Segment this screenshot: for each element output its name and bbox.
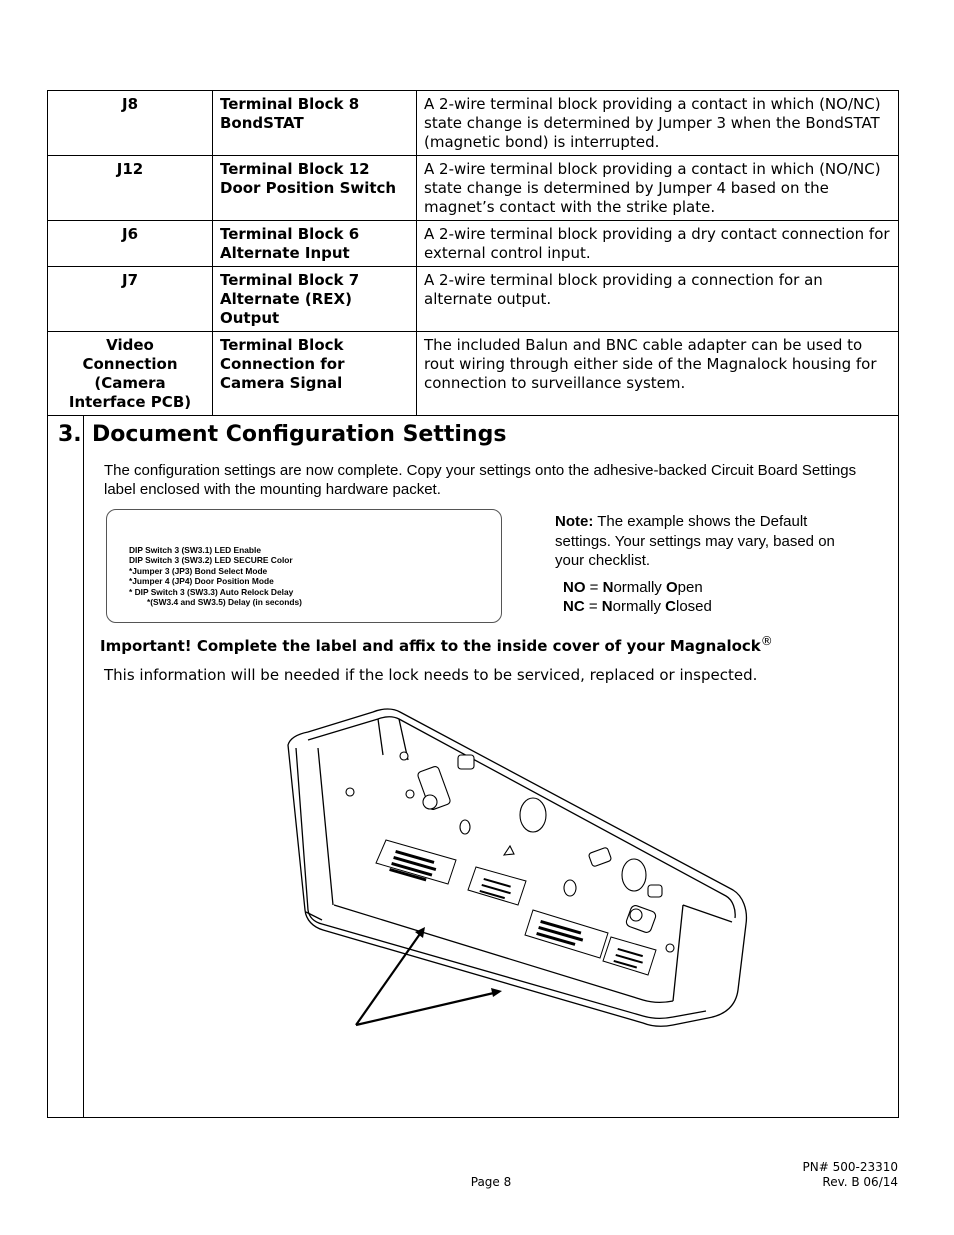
revision: Rev. B 06/14: [822, 1175, 898, 1189]
part-number: PN# 500-23310: [802, 1160, 898, 1174]
section-title: Document Configuration Settings: [92, 422, 507, 447]
magnalock-cover-illustration: [278, 700, 758, 1035]
table-row: [48, 156, 899, 221]
terminal-id: J7: [48, 267, 213, 332]
section-document-configuration: [47, 415, 899, 1118]
terminal-name: Terminal Block 6 Alternate Input: [213, 221, 417, 267]
info-paragraph: This information will be needed if the lock needs to be serviced, replaced or inspected.: [104, 666, 758, 684]
label-line: *Jumper 4 (JP4) Door Position Mode: [129, 576, 274, 587]
important-notice: Important! Complete the label and affix to the inside cover of your Magnalock®: [100, 634, 773, 655]
terminal-name: Terminal Block 7 Alternate (REX) Output: [213, 267, 417, 332]
terminal-id: J8: [48, 91, 213, 156]
table-row: [48, 221, 899, 267]
table-row: [48, 332, 899, 416]
terminal-id: J6: [48, 221, 213, 267]
label-line: * DIP Switch 3 (SW3.3) Auto Relock Delay: [129, 586, 294, 597]
terminal-description: The included Balun and BNC cable adapter can be used to rout wiring through either side of the Magnalock housing for connection to surveillance system.: [417, 332, 899, 416]
abbreviation-legend: [563, 578, 712, 616]
footer-document-info: [803, 1160, 899, 1190]
label-line: DIP Switch 3 (SW3.1) LED Enable: [129, 545, 262, 555]
terminal-name: Terminal Block 12 Door Position Switch: [213, 156, 417, 221]
terminal-id: Video Connection (Camera Interface PCB): [48, 332, 213, 416]
terminal-table: [47, 90, 899, 416]
legend-no: NO = Normally Open: [563, 579, 703, 596]
registered-mark: ®: [760, 634, 773, 648]
section-number-column: [48, 415, 84, 1117]
table-row: [48, 267, 899, 332]
label-line: DIP Switch 3 (SW3.2) LED SECURE Color: [129, 555, 293, 566]
label-lines: [129, 545, 302, 607]
terminal-description: A 2-wire terminal block providing a contact in which (NO/NC) state change is determined by Jumper 4 based on the magnet’s contact with the strike plate.: [417, 156, 899, 221]
terminal-description: A 2-wire terminal block providing a connection for an alternate output.: [417, 267, 899, 332]
note-text: The example shows the Default settings. Your settings may vary, based on your checklist.: [555, 513, 835, 569]
terminal-description: A 2-wire terminal block providing a dry contact connection for external control input.: [417, 221, 899, 267]
table-row: [48, 91, 899, 156]
section-number: 3.: [58, 422, 82, 447]
note-label: Note:: [555, 513, 594, 530]
label-line: *(SW3.4 and SW3.5) Delay (in seconds): [147, 597, 302, 608]
settings-label-example: [106, 509, 502, 623]
terminal-name: Terminal Block Connection for Camera Signal: [213, 332, 417, 416]
label-line: *Jumper 3 (JP3) Bond Select Mode: [129, 565, 268, 576]
intro-paragraph: The configuration settings are now complete. Copy your settings onto the adhesive-backed Circuit Board Settings label enclosed with the mounting hardware packet.: [104, 462, 857, 498]
terminal-id: J12: [48, 156, 213, 221]
terminal-description: A 2-wire terminal block providing a contact in which (NO/NC) state change is determined by Jumper 3 when the BondSTAT (magnetic bond) is interrupted.: [417, 91, 899, 156]
page-number: Page 8: [470, 1175, 512, 1189]
terminal-name: Terminal Block 8 BondSTAT: [213, 91, 417, 156]
note-paragraph: [555, 512, 855, 571]
legend-nc: NC = Normally Closed: [563, 598, 712, 615]
